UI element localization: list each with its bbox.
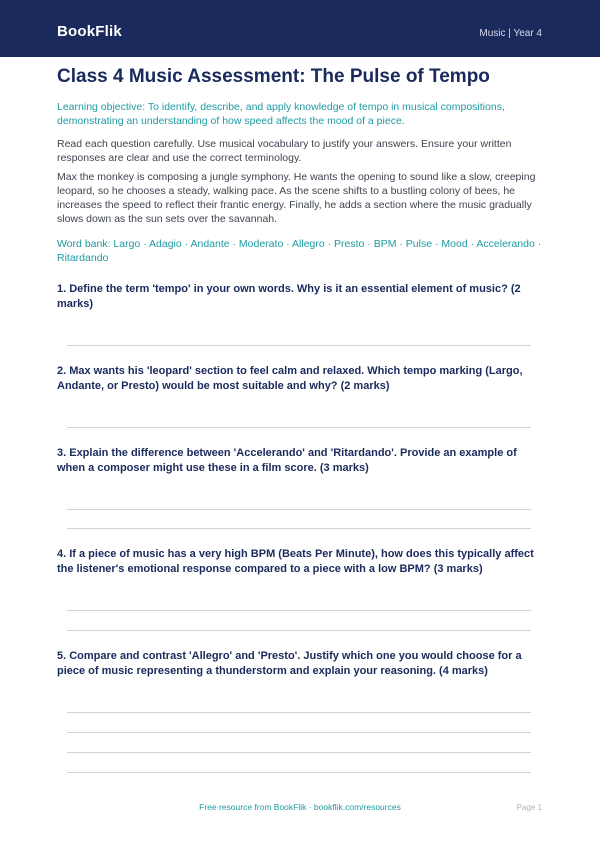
word-bank: Word bank: Largo · Adagio · Andante · Moderato · Allegro · Presto · BPM · Pulse · Mood · Accelerando · Ritardando bbox=[57, 238, 542, 264]
question-1: 1. Define the term 'tempo' in your own words. Why is it an essential element of music? (2 marks) bbox=[57, 283, 521, 310]
answer-line[interactable] bbox=[67, 630, 531, 631]
footer-source-link[interactable]: Free resource from BookFlik · bookflik.com/resources bbox=[199, 802, 401, 812]
answer-line[interactable] bbox=[67, 772, 531, 773]
answer-line[interactable] bbox=[67, 732, 531, 733]
answer-line[interactable] bbox=[67, 528, 531, 529]
header-bar bbox=[0, 0, 600, 57]
answer-line[interactable] bbox=[67, 712, 531, 713]
scenario-paragraph: Max the monkey is composing a jungle symphony. He wants the opening to sound like a slow, creeping leopard, so he chooses a steady, walking pace. As the scene shifts to a bustling colony of bees, he increases the speed to reflect their frantic energy. Finally, he adds a section where the music gradually slows down as the sun sets over the savannah. bbox=[57, 171, 536, 225]
subject-year-label: Music | Year 4 bbox=[479, 28, 542, 39]
answer-line[interactable] bbox=[67, 509, 531, 510]
question-5: 5. Compare and contrast 'Allegro' and 'Presto'. Justify which one you would choose for a piece of music representing a thunderstorm and explain your reasoning. (4 marks) bbox=[57, 650, 522, 677]
question-2: 2. Max wants his 'leopard' section to feel calm and relaxed. Which tempo marking (Largo, Andante, or Presto) would be most suitable and why? (2 marks) bbox=[57, 365, 523, 392]
answer-line[interactable] bbox=[67, 610, 531, 611]
answer-line[interactable] bbox=[67, 345, 531, 346]
brand-logo[interactable]: BookFlik bbox=[57, 23, 122, 40]
question-4: 4. If a piece of music has a very high BPM (Beats Per Minute), how does this typically affect the listener's emotional response compared to a piece with a low BPM? (3 marks) bbox=[57, 548, 534, 575]
page-number: Page 1 bbox=[516, 803, 542, 812]
answer-line[interactable] bbox=[67, 752, 531, 753]
instructions-paragraph: Read each question carefully. Use musical vocabulary to justify your answers. Ensure your written responses are clear and use the correct terminology. bbox=[57, 138, 512, 164]
page-title: Class 4 Music Assessment: The Pulse of Tempo bbox=[57, 66, 490, 87]
learning-objective: Learning objective: To identify, describe, and apply knowledge of tempo in musical compositions, demonstrating an understanding of how speed affects the mood of a piece. bbox=[57, 101, 505, 127]
answer-line[interactable] bbox=[67, 427, 531, 428]
question-3: 3. Explain the difference between 'Accelerando' and 'Ritardando'. Provide an example of when a composer might use these in a film score. (3 marks) bbox=[57, 447, 517, 474]
